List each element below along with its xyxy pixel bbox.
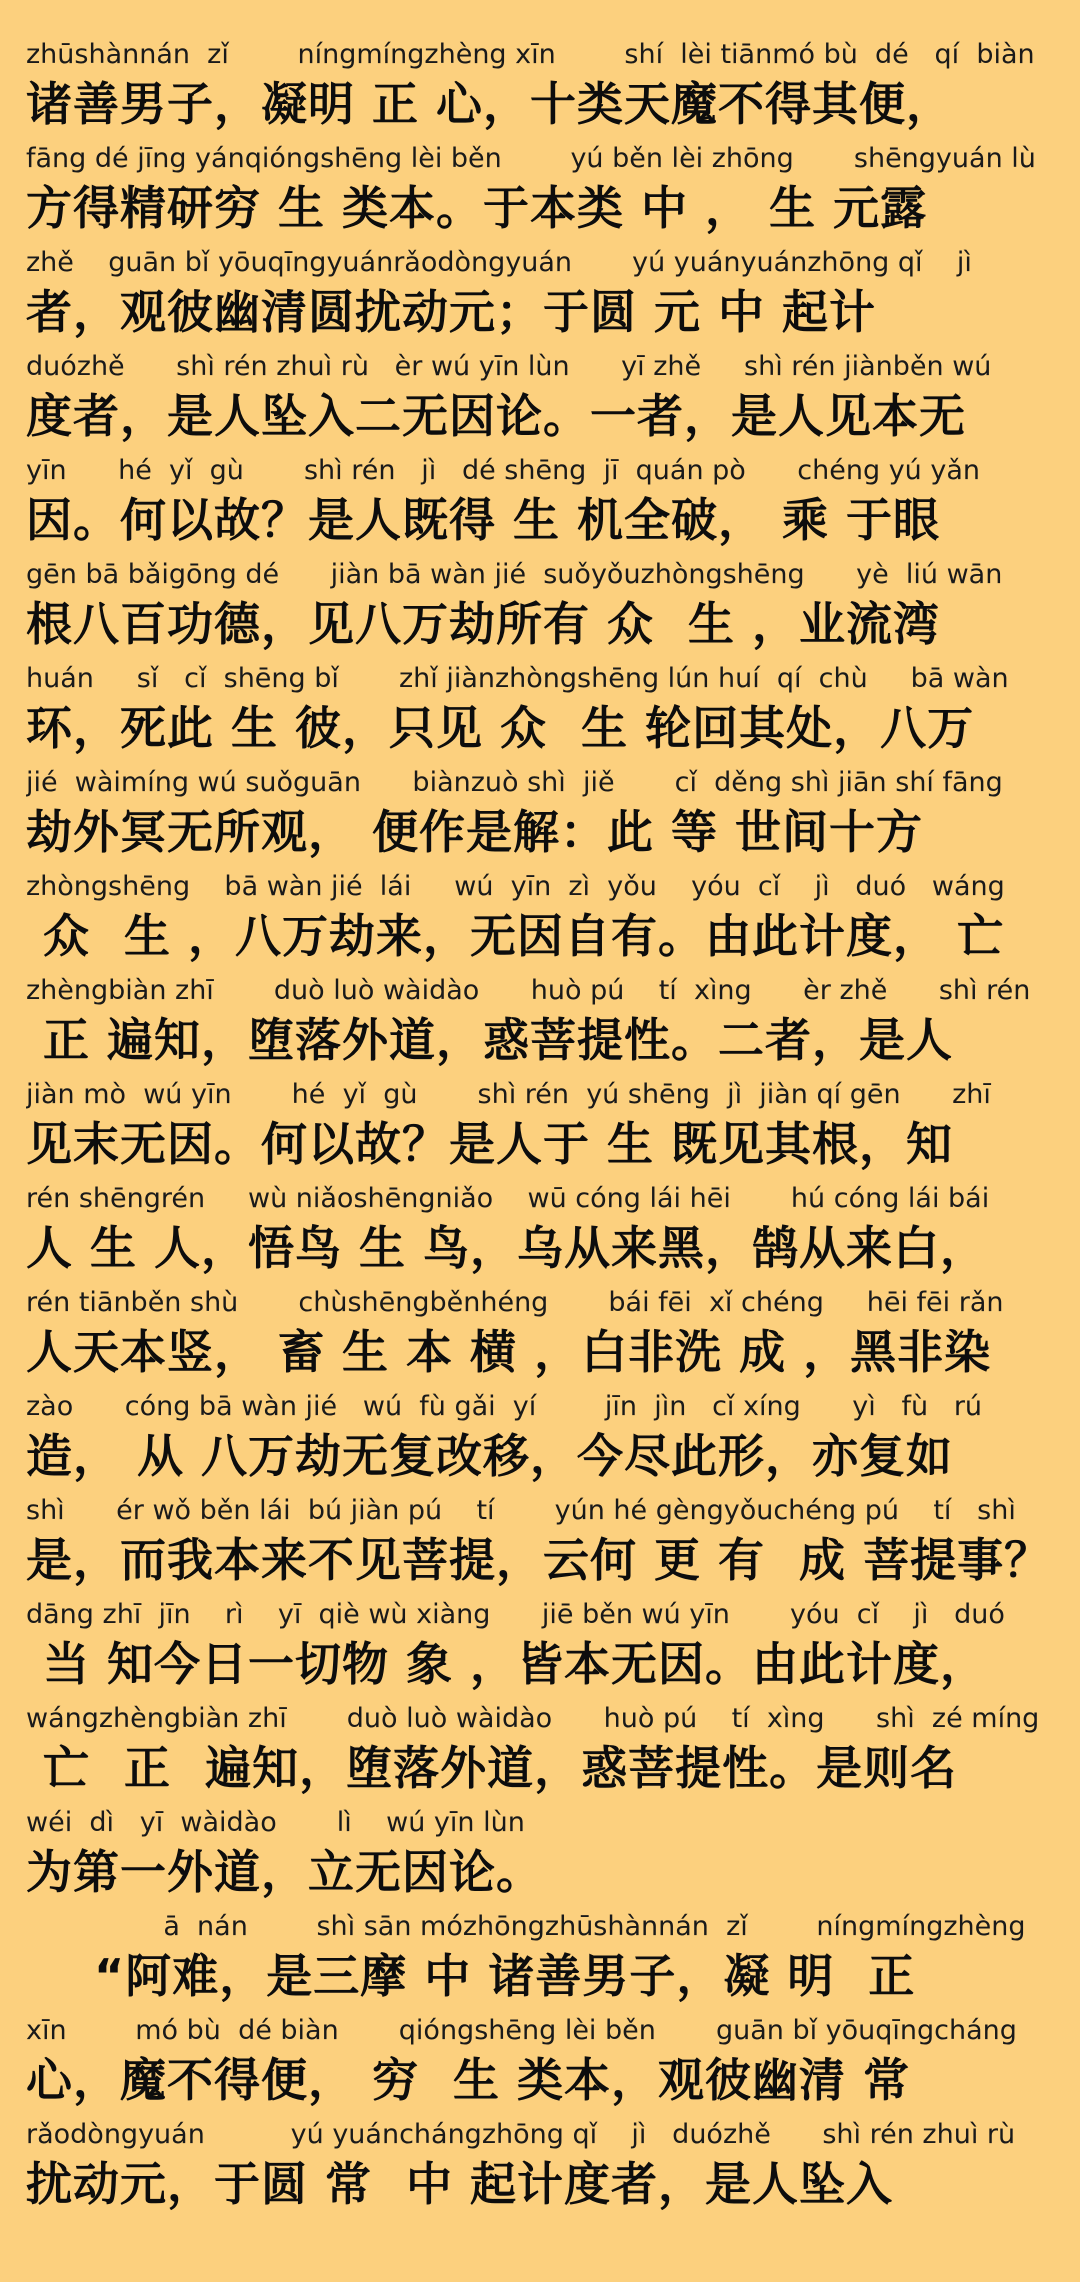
hanzi-row: 众 生 ，八万劫来，无因自有。由此计度， 亡 — [26, 909, 1005, 963]
pinyin-row: gēn bā bǎigōng dé jiàn bā wàn jié suǒyǒuzhòngshēng yè liú wān — [26, 559, 1003, 590]
text-line — [26, 350, 1054, 454]
pinyin-row: zhě guān bǐ yōuqīngyuánrǎodòngyuán yú yuányuánzhōng qǐ jì — [26, 247, 972, 278]
pinyin-row: jié wàimíng wú suǒguān biànzuò shì jiě cǐ děng shì jiān shí fāng — [26, 767, 1003, 798]
pinyin-row: yīn hé yǐ gù shì rén jì dé shēng jī quán pò chéng yú yǎn — [26, 455, 981, 486]
hanzi-row: 度者，是人坠入二无因论。一者，是人见本无 — [26, 389, 966, 443]
hanzi-row: 当 知今日一切物 象 ，皆本无因。由此计度， — [26, 1637, 988, 1691]
pinyin-row: ā nán shì sān mózhōngzhūshànnán zǐ níngmíngzhèng — [26, 1911, 1026, 1942]
pinyin-row: dāng zhī jīn rì yī qiè wù xiàng jiē běn wú yīn yóu cǐ jì duó — [26, 1599, 1005, 1630]
pinyin-row: zhòngshēng bā wàn jié lái wú yīn zì yǒu yóu cǐ jì duó wáng — [26, 871, 1005, 902]
hanzi-row: 者，观彼幽清圆扰动元；于圆 元 中 起计 — [26, 285, 877, 339]
text-line — [26, 1494, 1054, 1598]
pinyin-row: zhèngbiàn zhī duò luò wàidào huò pú tí xìng èr zhě shì rén — [26, 975, 1031, 1006]
pinyin-row: zào cóng bā wàn jié wú fù gǎi yí jīn jìn cǐ xíng yì fù rú — [26, 1391, 983, 1422]
text-line — [26, 1390, 1054, 1494]
hanzi-row: 方得精研穷 生 类本。于本类 中 ， 生 元露 — [26, 181, 928, 235]
hanzi-row: 根八百功德，见八万劫所有 众 生 ，业流湾 — [26, 597, 941, 651]
pinyin-row: wéi dì yī wàidào lì wú yīn lùn — [26, 1807, 525, 1838]
hanzi-row: 为第一外道，立无因论。 — [26, 1845, 543, 1899]
hanzi-row: 诸善男子，凝明 正 心，十类天魔不得其便， — [26, 77, 954, 131]
text-line — [26, 2014, 1054, 2118]
hanzi-row: 环，死此 生 彼，只见 众 生 轮回其处，八万 — [26, 701, 975, 755]
pinyin-row: wángzhèngbiàn zhī duò luò wàidào huò pú tí xìng shì zé míng — [26, 1703, 1040, 1734]
hanzi-row: “阿难，是三摩 中 诸善男子，凝 明 正 — [26, 1949, 916, 2003]
text-line — [26, 2118, 1054, 2222]
text-line — [26, 246, 1054, 350]
hanzi-row: 亡 正 遍知，堕落外道，惑菩提性。是则名 — [26, 1741, 958, 1795]
hanzi-row: 见末无因。何以故？是人于 生 既见其根，知 — [26, 1117, 954, 1171]
text-line — [26, 38, 1054, 142]
text-line — [26, 1182, 1054, 1286]
pinyin-row: rén tiānběn shù chùshēngběnhéng bái fēi xǐ chéng hēi fēi rǎn — [26, 1287, 1004, 1318]
pinyin-row: zhūshànnán zǐ níngmíngzhèng xīn shí lèi tiānmó bù dé qí biàn — [26, 39, 1035, 70]
text-line — [26, 974, 1054, 1078]
text-line — [26, 1806, 1054, 1910]
text-line — [26, 454, 1054, 558]
text-lines — [26, 38, 1054, 2222]
text-line — [26, 558, 1054, 662]
pinyin-row: huán sǐ cǐ shēng bǐ zhǐ jiànzhòngshēng lún huí qí chù bā wàn — [26, 663, 1009, 694]
text-line — [26, 870, 1054, 974]
hanzi-row: 人 生 人，悟鸟 生 鸟，乌从来黑，鹄从来白， — [26, 1221, 988, 1275]
pinyin-row: duózhě shì rén zhuì rù èr wú yīn lùn yī zhě shì rén jiànběn wú — [26, 351, 992, 382]
hanzi-row: 劫外冥无所观， 便作是解：此 等 世间十方 — [26, 805, 924, 859]
text-line — [26, 142, 1054, 246]
pinyin-row: jiàn mò wú yīn hé yǐ gù shì rén yú shēng jì jiàn qí gēn zhī — [26, 1079, 991, 1110]
hanzi-row: 扰动元，于圆 常 中 起计度者，是人坠入 — [26, 2157, 894, 2211]
text-line — [26, 766, 1054, 870]
hanzi-row: 人天本竖， 畜 生 本 横 ，白非洗 成 ，黑非染 — [26, 1325, 992, 1379]
pinyin-row: fāng dé jīng yánqióngshēng lèi běn yú běn lèi zhōng shēngyuán lù — [26, 143, 1036, 174]
pinyin-row: shì ér wǒ běn lái bú jiàn pú tí yún hé gèngyǒuchéng pú tí shì — [26, 1495, 1016, 1526]
hanzi-row: 因。何以故？是人既得 生 机全破， 乘 于眼 — [26, 493, 941, 547]
text-line — [26, 1286, 1054, 1390]
hanzi-row: 造， 从 八万劫无复改移，今尽此形，亦复如 — [26, 1429, 954, 1483]
hanzi-row: 正 遍知，堕落外道，惑菩提性。二者，是人 — [26, 1013, 954, 1067]
text-line — [26, 662, 1054, 766]
text-line — [26, 1598, 1054, 1702]
pinyin-row: rǎodòngyuán yú yuánchángzhōng qǐ jì duózhě shì rén zhuì rù — [26, 2119, 1016, 2150]
pinyin-row: rén shēngrén wù niǎoshēngniǎo wū cóng lái hēi hú cóng lái bái — [26, 1183, 990, 1214]
text-line — [26, 1910, 1054, 2014]
pinyin-row: xīn mó bù dé biàn qióngshēng lèi běn guān bǐ yōuqīngcháng — [26, 2015, 1017, 2046]
hanzi-row: 心，魔不得便， 穷 生 类本，观彼幽清 常 — [26, 2053, 911, 2107]
text-line — [26, 1078, 1054, 1182]
text-line — [26, 1702, 1054, 1806]
hanzi-row: 是，而我本来不见菩提，云何 更 有 成 菩提事？ — [26, 1533, 1052, 1587]
